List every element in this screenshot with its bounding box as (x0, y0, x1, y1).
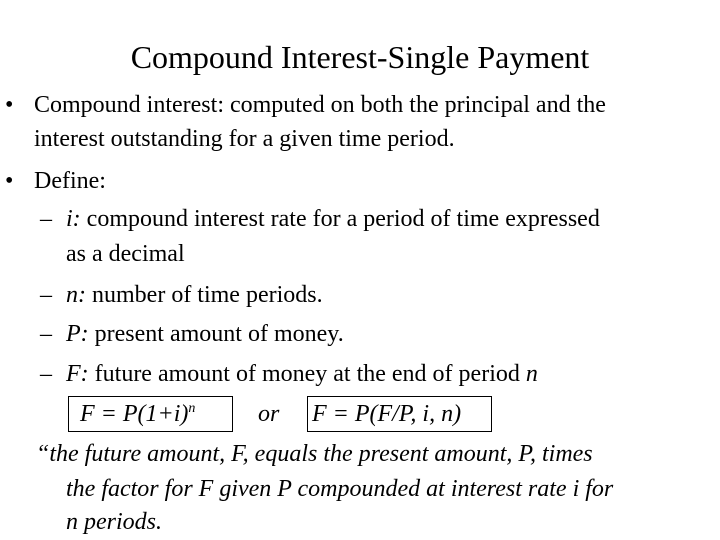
definition-description: future amount of money at the end of period (88, 361, 526, 387)
definition-description: present amount of money. (88, 321, 344, 347)
sub-bullet-marker: – (40, 361, 52, 387)
bullet-marker: • (5, 168, 14, 194)
formula-compound-base: F = P(1+i) (80, 401, 189, 427)
sub-bullet-marker: – (40, 206, 52, 232)
bullet-text-continued: interest outstanding for a given time period. (34, 126, 455, 152)
quote-line-1: “the future amount, F, equals the present amount, P, times (36, 441, 593, 467)
slide-title: Compound Interest-Single Payment (130, 39, 590, 75)
definition-text (66, 320, 344, 348)
definition-text (66, 281, 323, 309)
definition-description: compound interest rate for a period of time expressed (80, 206, 600, 232)
bullet-text: Compound interest: computed on both the principal and the (34, 92, 606, 118)
sub-bullet-marker: – (40, 321, 52, 347)
definition-text (66, 360, 538, 388)
bullet-marker: • (5, 92, 14, 118)
definition-term: F: (66, 361, 89, 387)
formula-compound-exponent: n (188, 401, 196, 416)
quote-line-2: the factor for F given P compounded at interest rate i for (66, 476, 614, 502)
formula-factor-notation: F = P(F/P, i, n) (312, 401, 462, 427)
definition-description: number of time periods. (86, 282, 323, 308)
definition-term: n: (66, 282, 86, 308)
bullet-text: Define: (34, 168, 106, 194)
definition-text (66, 205, 600, 233)
formula-or: or (258, 401, 280, 427)
sub-bullet-marker: – (40, 282, 52, 308)
definition-term: i: (66, 206, 81, 232)
quote-line-3: n periods. (66, 509, 162, 535)
definition-term: P: (66, 321, 89, 347)
definition-text-continued: as a decimal (66, 241, 185, 267)
formula-compound (80, 400, 195, 428)
definition-term-end: n (525, 361, 538, 387)
